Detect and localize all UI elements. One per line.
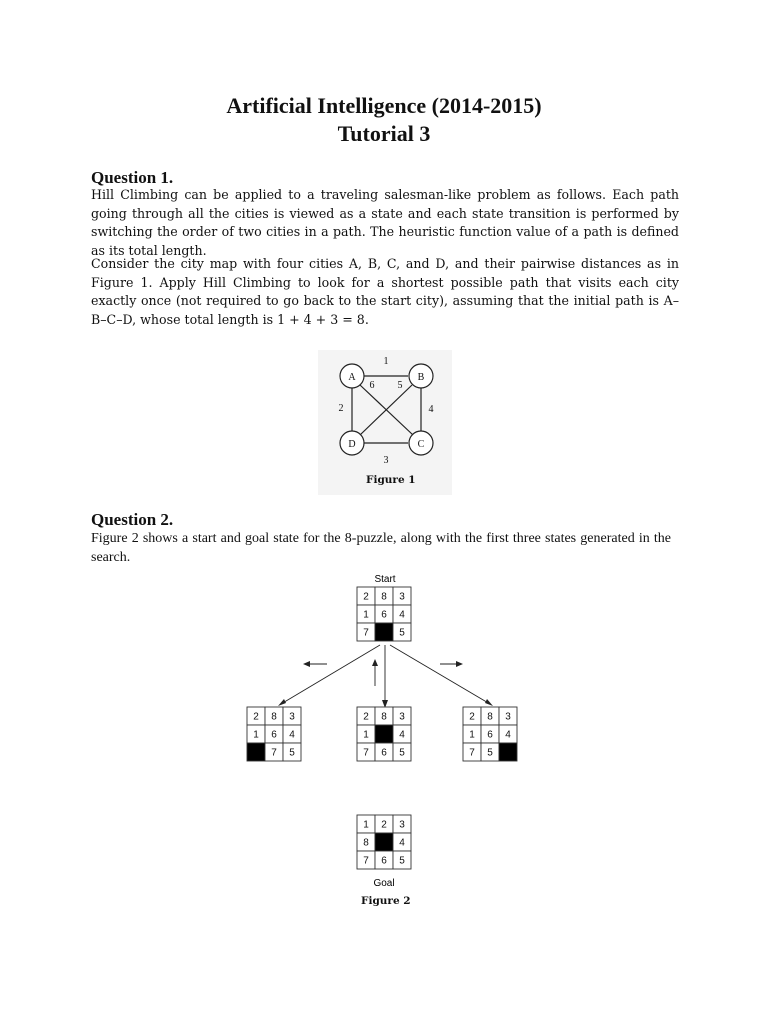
puzzle-tile-number: 5 — [289, 747, 295, 759]
puzzle-tile-number: 4 — [399, 729, 405, 741]
puzzle-tile-number: 8 — [363, 837, 369, 849]
puzzle-blank-tile — [375, 623, 393, 641]
distance-label-d-c: 3 — [383, 455, 389, 466]
arrowhead-move-left — [303, 661, 310, 667]
question-1-heading: Question 1. — [91, 168, 174, 187]
arrowhead-left-state — [278, 699, 286, 706]
distance-label-a-d: 2 — [338, 403, 344, 414]
question-2-paragraph: Figure 2 shows a start and goal state for the 8-puzzle, along with the first three states generated in the search. — [91, 531, 671, 565]
puzzle-tile-number: 6 — [381, 747, 387, 759]
figure-2-8-puzzle — [0, 570, 768, 900]
puzzle-grid-right — [463, 707, 517, 761]
puzzle-tile-number: 2 — [469, 711, 475, 723]
puzzle-tile-number: 2 — [363, 591, 369, 603]
puzzle-tile-number: 4 — [399, 837, 405, 849]
puzzle-tile-number: 1 — [363, 729, 369, 741]
puzzle-tile-number: 5 — [487, 747, 493, 759]
puzzle-tile-number: 8 — [487, 711, 493, 723]
puzzle-tile-number: 1 — [363, 609, 369, 621]
distance-label-a-b: 1 — [383, 356, 389, 367]
puzzle-grid-left — [247, 707, 301, 761]
puzzle-grid-middle — [357, 707, 411, 761]
puzzle-tile-number: 7 — [271, 747, 277, 759]
puzzle-tile-number: 8 — [271, 711, 277, 723]
puzzle-tile-number: 6 — [271, 729, 277, 741]
document-title: Artificial Intelligence (2014-2015) — [226, 93, 542, 118]
question-2-heading: Question 2. — [91, 510, 174, 529]
puzzle-tile-number: 4 — [399, 609, 405, 621]
distance-label-b-d: 5 — [397, 380, 403, 391]
puzzle-blank-tile — [375, 833, 393, 851]
puzzle-tile-number: 2 — [253, 711, 259, 723]
puzzle-tile-number: 4 — [505, 729, 511, 741]
puzzle-tile-number: 6 — [381, 609, 387, 621]
arrow-to-right-state — [390, 645, 490, 704]
puzzle-tile-number: 7 — [469, 747, 475, 759]
figure-1-city-map — [0, 350, 768, 510]
puzzle-blank-tile — [375, 725, 393, 743]
figure-2-caption: Figure 2 — [361, 895, 411, 907]
puzzle-tile-number: 2 — [381, 819, 387, 831]
question-1-paragraph-1: Hill Climbing can be applied to a traveling salesman-like problem as follows. Each path going through all the cities is viewed as a state and each state transition is performed by switching the order of two cities in a path. The heuristic function value of a path is defined as its total length. — [91, 187, 679, 258]
puzzle-tile-number: 4 — [289, 729, 295, 741]
city-label-b: B — [417, 372, 425, 383]
puzzle-blank-tile — [247, 743, 265, 761]
figure-1-caption: Figure 1 — [366, 474, 416, 486]
puzzle-tile-number: 1 — [253, 729, 259, 741]
document-subtitle: Tutorial 3 — [337, 121, 431, 146]
puzzle-tile-number: 7 — [363, 855, 369, 867]
puzzle-tile-number: 2 — [363, 711, 369, 723]
puzzle-tile-number: 3 — [399, 711, 405, 723]
puzzle-tile-number: 5 — [399, 747, 405, 759]
puzzle-tile-number: 3 — [399, 591, 405, 603]
puzzle-tile-number: 8 — [381, 591, 387, 603]
puzzle-blank-tile — [499, 743, 517, 761]
puzzle-tile-number: 8 — [381, 711, 387, 723]
puzzle-grid-goal — [357, 815, 411, 869]
distance-label-b-c: 4 — [428, 404, 434, 415]
arrow-to-left-state — [281, 645, 380, 704]
arrowhead-right-state — [485, 699, 493, 706]
puzzle-tile-number: 1 — [363, 819, 369, 831]
distance-label-a-c: 6 — [369, 380, 375, 391]
puzzle-tile-number: 6 — [381, 855, 387, 867]
puzzle-tile-number: 5 — [399, 855, 405, 867]
puzzle-grid-start — [357, 587, 411, 641]
puzzle-tile-number: 1 — [469, 729, 475, 741]
puzzle-tile-number: 5 — [399, 627, 405, 639]
puzzle-tile-number: 6 — [487, 729, 493, 741]
city-label-c: C — [417, 439, 425, 450]
city-label-d: D — [348, 439, 356, 450]
puzzle-tile-number: 3 — [289, 711, 295, 723]
arrowhead-move-right — [456, 661, 463, 667]
arrowhead-move-up — [372, 659, 378, 666]
goal-label: Goal — [373, 878, 395, 889]
puzzle-tile-number: 7 — [363, 747, 369, 759]
city-label-a: A — [348, 372, 356, 383]
puzzle-tile-number: 3 — [505, 711, 511, 723]
question-1-paragraph-2: Consider the city map with four cities A, B, C, and D, and their pairwise distances as in Figure 1. Apply Hill Climbing to look for a shortest possible path that visits each city exactly once (not required to go back to the start city), assuming that the initial path is A–B–C–D, whose total length is 1 + 4 + 3 = 8. — [91, 256, 679, 327]
puzzle-tile-number: 7 — [363, 627, 369, 639]
start-label: Start — [374, 574, 396, 585]
puzzle-tile-number: 3 — [399, 819, 405, 831]
